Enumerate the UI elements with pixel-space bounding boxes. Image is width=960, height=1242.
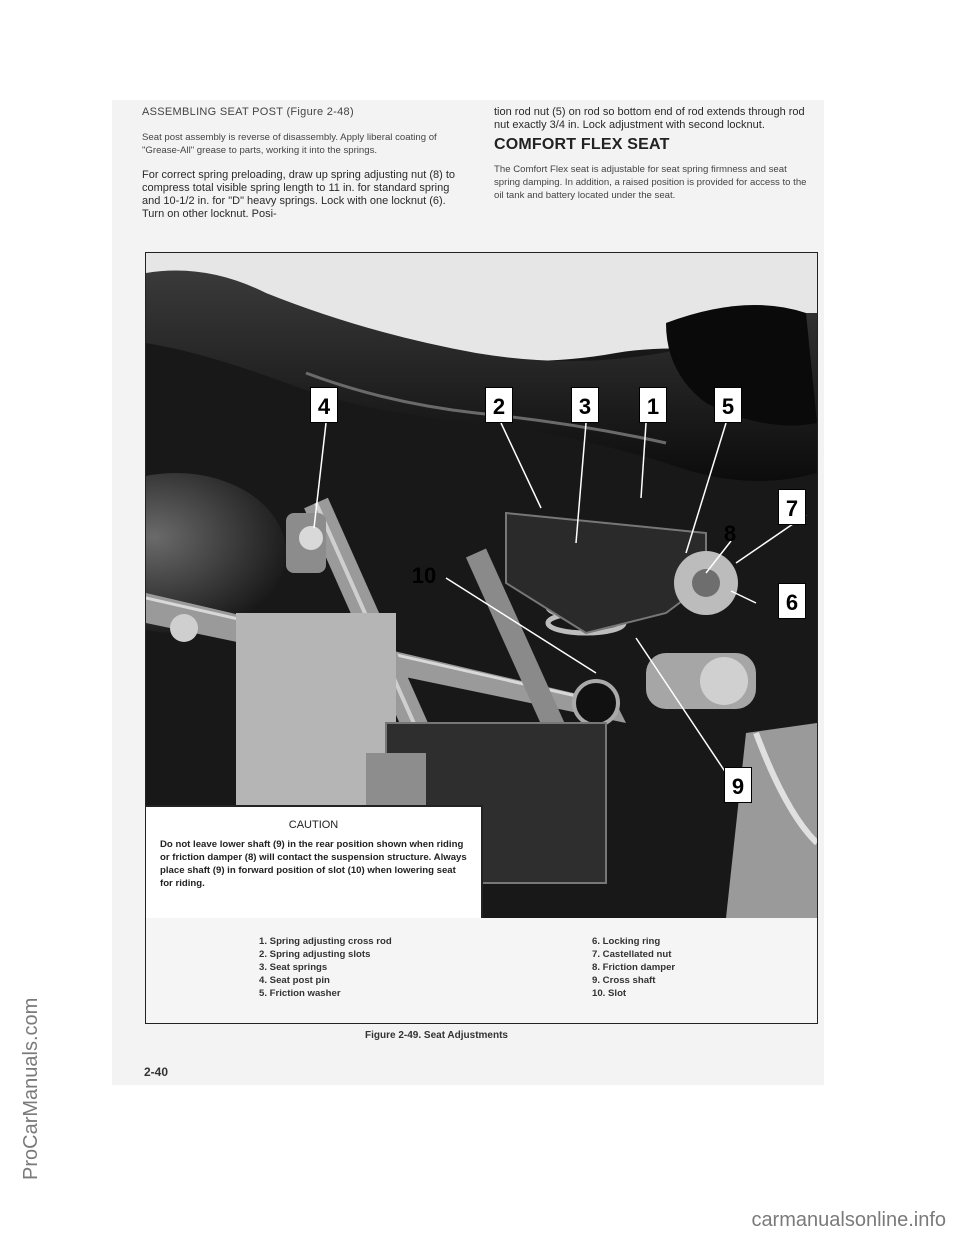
legend-left xyxy=(259,935,392,1000)
legend-item: 9. Cross shaft xyxy=(592,975,656,986)
callout-1 xyxy=(639,387,667,423)
legend-right xyxy=(592,935,675,1000)
figure-seat-adjustments xyxy=(145,252,818,1024)
legend-item: 4. Seat post pin xyxy=(259,975,330,986)
callout-6 xyxy=(778,583,806,619)
paragraph-comfort-flex: The Comfort Flex seat is adjustable for seat spring firmness and seat spring damping. In addition, a raised position is provided for access to the oil tank and battery located under the seat. xyxy=(494,164,807,201)
legend-item: 3. Seat springs xyxy=(259,962,328,973)
callout-2 xyxy=(485,387,513,423)
callout-7-label: 7 xyxy=(785,496,799,521)
subheading-assembling-seat-post: ASSEMBLING SEAT POST (Figure 2-48) xyxy=(142,106,354,118)
figure-caption: Figure 2-49. Seat Adjustments xyxy=(365,1030,508,1041)
callout-3 xyxy=(571,387,599,423)
callout-10 xyxy=(404,557,444,589)
paragraph-spring-preload: For correct spring preloading, draw up spring adjusting nut (8) to compress total visible spring length to 11 in. for standard spring and 10-1/2 in. for "D" heavy springs. Lock with one locknut (6). Turn on other locknut. Posi- xyxy=(142,169,456,220)
callout-1-label: 1 xyxy=(646,394,660,419)
seat-photo xyxy=(146,253,817,918)
legend-item: 1. Spring adjusting cross rod xyxy=(259,936,392,947)
paragraph-assembly: Seat post assembly is reverse of disassembly. Apply liberal coating of "Grease-All" grease to parts, working it into the springs. xyxy=(142,132,437,156)
callout-10-label: 10 xyxy=(411,563,437,588)
callout-9-label: 9 xyxy=(731,774,745,799)
callout-9 xyxy=(724,767,752,803)
legend-item: 2. Spring adjusting slots xyxy=(259,949,371,960)
caution-body: Do not leave lower shaft (9) in the rear position shown when riding or friction damper (8) will contact the suspension structure. Always place shaft (9) in forward position of slot (10) when lowering seat for riding. xyxy=(160,839,467,889)
callout-4-label: 4 xyxy=(317,394,331,419)
callout-4 xyxy=(310,387,338,423)
left-column xyxy=(142,106,470,221)
watermark-procarmanuals: ProCarManuals.com xyxy=(20,997,42,1180)
callout-7 xyxy=(778,489,806,525)
right-column xyxy=(494,106,812,214)
legend-item: 5. Friction washer xyxy=(259,988,341,999)
callout-8-label: 8 xyxy=(723,521,737,546)
section-title-comfort-flex-seat: COMFORT FLEX SEAT xyxy=(494,136,670,153)
caution-box xyxy=(146,805,483,918)
callout-5-label: 5 xyxy=(721,394,735,419)
callout-3-label: 3 xyxy=(578,394,592,419)
callout-8 xyxy=(718,515,742,547)
page-number: 2-40 xyxy=(144,1065,169,1079)
caution-title: CAUTION xyxy=(288,819,339,831)
legend-item: 8. Friction damper xyxy=(592,962,676,973)
legend-item: 10. Slot xyxy=(592,988,627,999)
callout-2-label: 2 xyxy=(492,394,506,419)
callout-5 xyxy=(714,387,742,423)
watermark-carmanualsonline: carmanualsonline.info xyxy=(751,1209,946,1231)
paragraph-rod-nut: tion rod nut (5) on rod so bottom end of rod extends through rod nut exactly 3/4 in. Lock adjustment with second locknut. xyxy=(494,106,805,131)
legend-item: 7. Castellated nut xyxy=(592,949,672,960)
legend-item: 6. Locking ring xyxy=(592,936,661,947)
callout-6-label: 6 xyxy=(785,590,799,615)
